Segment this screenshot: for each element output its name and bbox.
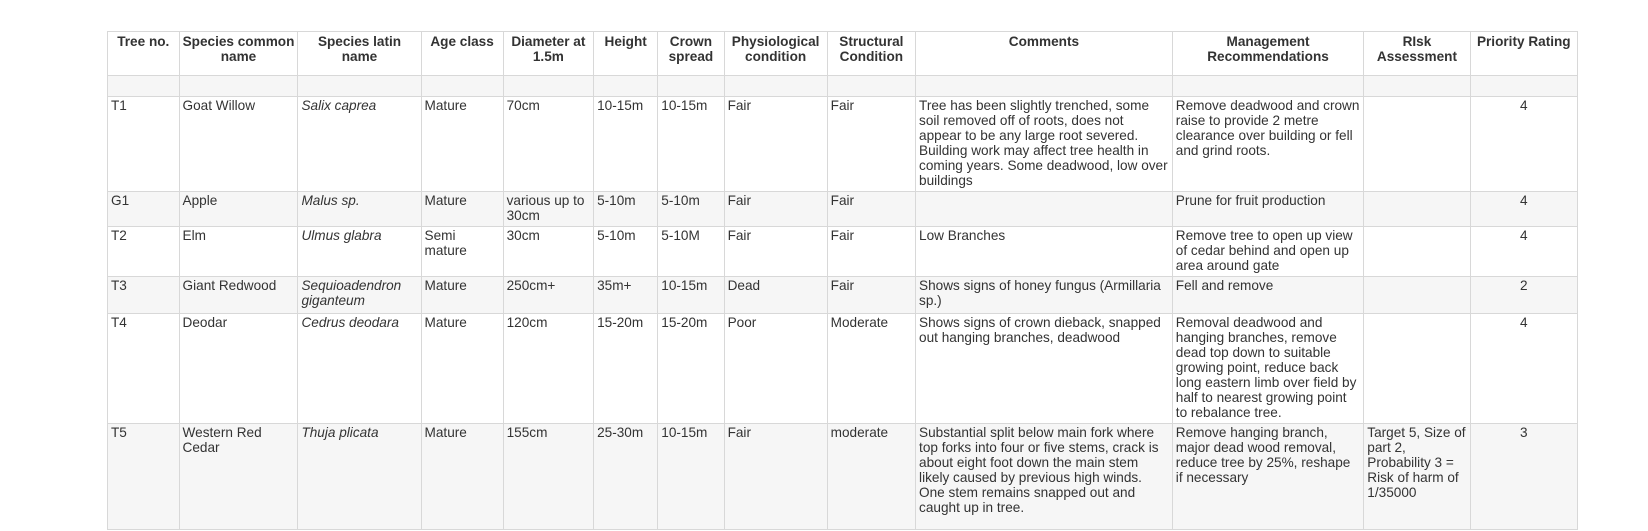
- cell-comments: [916, 192, 1173, 227]
- cell-physiological-condition: Dead: [724, 277, 827, 314]
- header-priority-rating: Priority Rating: [1470, 32, 1577, 76]
- cell-physiological-condition: Poor: [724, 314, 827, 424]
- cell-age-class: Mature: [421, 192, 503, 227]
- empty-cell: [1470, 76, 1577, 97]
- cell-priority-rating: 4: [1470, 314, 1577, 424]
- cell-latin-name: Sequioadendron giganteum: [298, 277, 421, 314]
- cell-risk-assessment: [1364, 97, 1470, 192]
- header-comments: Comments: [916, 32, 1173, 76]
- cell-latin-name: Malus sp.: [298, 192, 421, 227]
- cell-tree-no: T2: [108, 227, 180, 277]
- cell-priority-rating: 4: [1470, 97, 1577, 192]
- cell-priority-rating: 3: [1470, 424, 1577, 530]
- empty-cell: [108, 76, 180, 97]
- empty-cell: [594, 76, 658, 97]
- empty-cell: [827, 76, 915, 97]
- cell-diameter: 250cm+: [503, 277, 593, 314]
- header-age-class: Age class: [421, 32, 503, 76]
- empty-cell: [179, 76, 298, 97]
- header-species-latin-name: Species latin name: [298, 32, 421, 76]
- cell-diameter: 70cm: [503, 97, 593, 192]
- tree-survey-table-wrapper: [107, 31, 1578, 530]
- header-crown-spread: Crown spread: [658, 32, 724, 76]
- empty-cell: [724, 76, 827, 97]
- cell-risk-assessment: Target 5, Size of part 2, Probability 3 = Risk of harm of 1/35000: [1364, 424, 1470, 530]
- cell-common-name: Elm: [179, 227, 298, 277]
- cell-risk-assessment: [1364, 314, 1470, 424]
- cell-structural-condition: Fair: [827, 227, 915, 277]
- cell-crown-spread: 5-10M: [658, 227, 724, 277]
- header-row: [108, 32, 1578, 76]
- cell-tree-no: T5: [108, 424, 180, 530]
- cell-age-class: Mature: [421, 277, 503, 314]
- header-height: Height: [594, 32, 658, 76]
- cell-structural-condition: Fair: [827, 192, 915, 227]
- table-row: [108, 227, 1578, 277]
- tree-survey-table: [107, 31, 1578, 530]
- cell-tree-no: T4: [108, 314, 180, 424]
- table-row: [108, 97, 1578, 192]
- empty-cell: [658, 76, 724, 97]
- cell-management: Removal deadwood and hanging branches, remove dead top down to suitable growing point, reduce back long eastern limb over field by half to nearest growing point to rebalance tree.: [1172, 314, 1364, 424]
- cell-management: Remove deadwood and crown raise to provide 2 metre clearance over building or fell and grind roots.: [1172, 97, 1364, 192]
- empty-cell: [1364, 76, 1470, 97]
- empty-cell: [421, 76, 503, 97]
- cell-comments: Shows signs of honey fungus (Armillaria sp.): [916, 277, 1173, 314]
- cell-age-class: Mature: [421, 424, 503, 530]
- cell-priority-rating: 4: [1470, 192, 1577, 227]
- cell-latin-name: Thuja plicata: [298, 424, 421, 530]
- header-physiological-condition: Physiological condition: [724, 32, 827, 76]
- cell-structural-condition: Fair: [827, 277, 915, 314]
- header-tree-no: Tree no.: [108, 32, 180, 76]
- cell-priority-rating: 4: [1470, 227, 1577, 277]
- cell-latin-name: Salix caprea: [298, 97, 421, 192]
- cell-diameter: 155cm: [503, 424, 593, 530]
- cell-height: 35m+: [594, 277, 658, 314]
- cell-comments: Shows signs of crown dieback, snapped out hanging branches, deadwood: [916, 314, 1173, 424]
- cell-crown-spread: 5-10m: [658, 192, 724, 227]
- header-structural-condition: Structural Condition: [827, 32, 915, 76]
- cell-management: Remove tree to open up view of cedar behind and open up area around gate: [1172, 227, 1364, 277]
- cell-crown-spread: 10-15m: [658, 277, 724, 314]
- cell-latin-name: Ulmus glabra: [298, 227, 421, 277]
- header-species-common-name: Species common name: [179, 32, 298, 76]
- cell-comments: Low Branches: [916, 227, 1173, 277]
- cell-tree-no: T3: [108, 277, 180, 314]
- cell-physiological-condition: Fair: [724, 227, 827, 277]
- cell-common-name: Giant Redwood: [179, 277, 298, 314]
- cell-common-name: Apple: [179, 192, 298, 227]
- cell-tree-no: G1: [108, 192, 180, 227]
- cell-management: Fell and remove: [1172, 277, 1364, 314]
- cell-latin-name: Cedrus deodara: [298, 314, 421, 424]
- header-management-recommendations: Management Recommendations: [1172, 32, 1364, 76]
- cell-risk-assessment: [1364, 227, 1470, 277]
- cell-height: 5-10m: [594, 192, 658, 227]
- header-risk-assessment: RIsk Assessment: [1364, 32, 1470, 76]
- cell-crown-spread: 15-20m: [658, 314, 724, 424]
- cell-structural-condition: moderate: [827, 424, 915, 530]
- cell-common-name: Goat Willow: [179, 97, 298, 192]
- empty-cell: [298, 76, 421, 97]
- cell-tree-no: T1: [108, 97, 180, 192]
- header-diameter: Diameter at 1.5m: [503, 32, 593, 76]
- cell-diameter: various up to 30cm: [503, 192, 593, 227]
- empty-cell: [503, 76, 593, 97]
- cell-management: Remove hanging branch, major dead wood removal, reduce tree by 25%, reshape if necessary: [1172, 424, 1364, 530]
- cell-physiological-condition: Fair: [724, 97, 827, 192]
- cell-priority-rating: 2: [1470, 277, 1577, 314]
- cell-height: 15-20m: [594, 314, 658, 424]
- cell-height: 5-10m: [594, 227, 658, 277]
- empty-cell: [916, 76, 1173, 97]
- cell-physiological-condition: Fair: [724, 424, 827, 530]
- cell-height: 10-15m: [594, 97, 658, 192]
- cell-age-class: Mature: [421, 97, 503, 192]
- table-row: [108, 314, 1578, 424]
- cell-structural-condition: Moderate: [827, 314, 915, 424]
- cell-age-class: Semi mature: [421, 227, 503, 277]
- empty-cell: [1172, 76, 1364, 97]
- cell-risk-assessment: [1364, 277, 1470, 314]
- cell-physiological-condition: Fair: [724, 192, 827, 227]
- cell-height: 25-30m: [594, 424, 658, 530]
- cell-comments: Tree has been slightly trenched, some soil removed off of roots, does not appear to be any large root severed. Building work may affect tree health in coming years. Some deadwood, low over buildings: [916, 97, 1173, 192]
- cell-common-name: Western Red Cedar: [179, 424, 298, 530]
- table-row: [108, 424, 1578, 530]
- cell-crown-spread: 10-15m: [658, 424, 724, 530]
- cell-diameter: 30cm: [503, 227, 593, 277]
- table-row: [108, 192, 1578, 227]
- cell-diameter: 120cm: [503, 314, 593, 424]
- cell-crown-spread: 10-15m: [658, 97, 724, 192]
- empty-row: [108, 76, 1578, 97]
- cell-comments: Substantial split below main fork where top forks into four or five stems, crack is about eight foot down the main stem likely caused by previous high winds. One stem remains snapped out and caught up in tree.: [916, 424, 1173, 530]
- cell-risk-assessment: [1364, 192, 1470, 227]
- cell-age-class: Mature: [421, 314, 503, 424]
- cell-management: Prune for fruit production: [1172, 192, 1364, 227]
- table-row: [108, 277, 1578, 314]
- cell-structural-condition: Fair: [827, 97, 915, 192]
- cell-common-name: Deodar: [179, 314, 298, 424]
